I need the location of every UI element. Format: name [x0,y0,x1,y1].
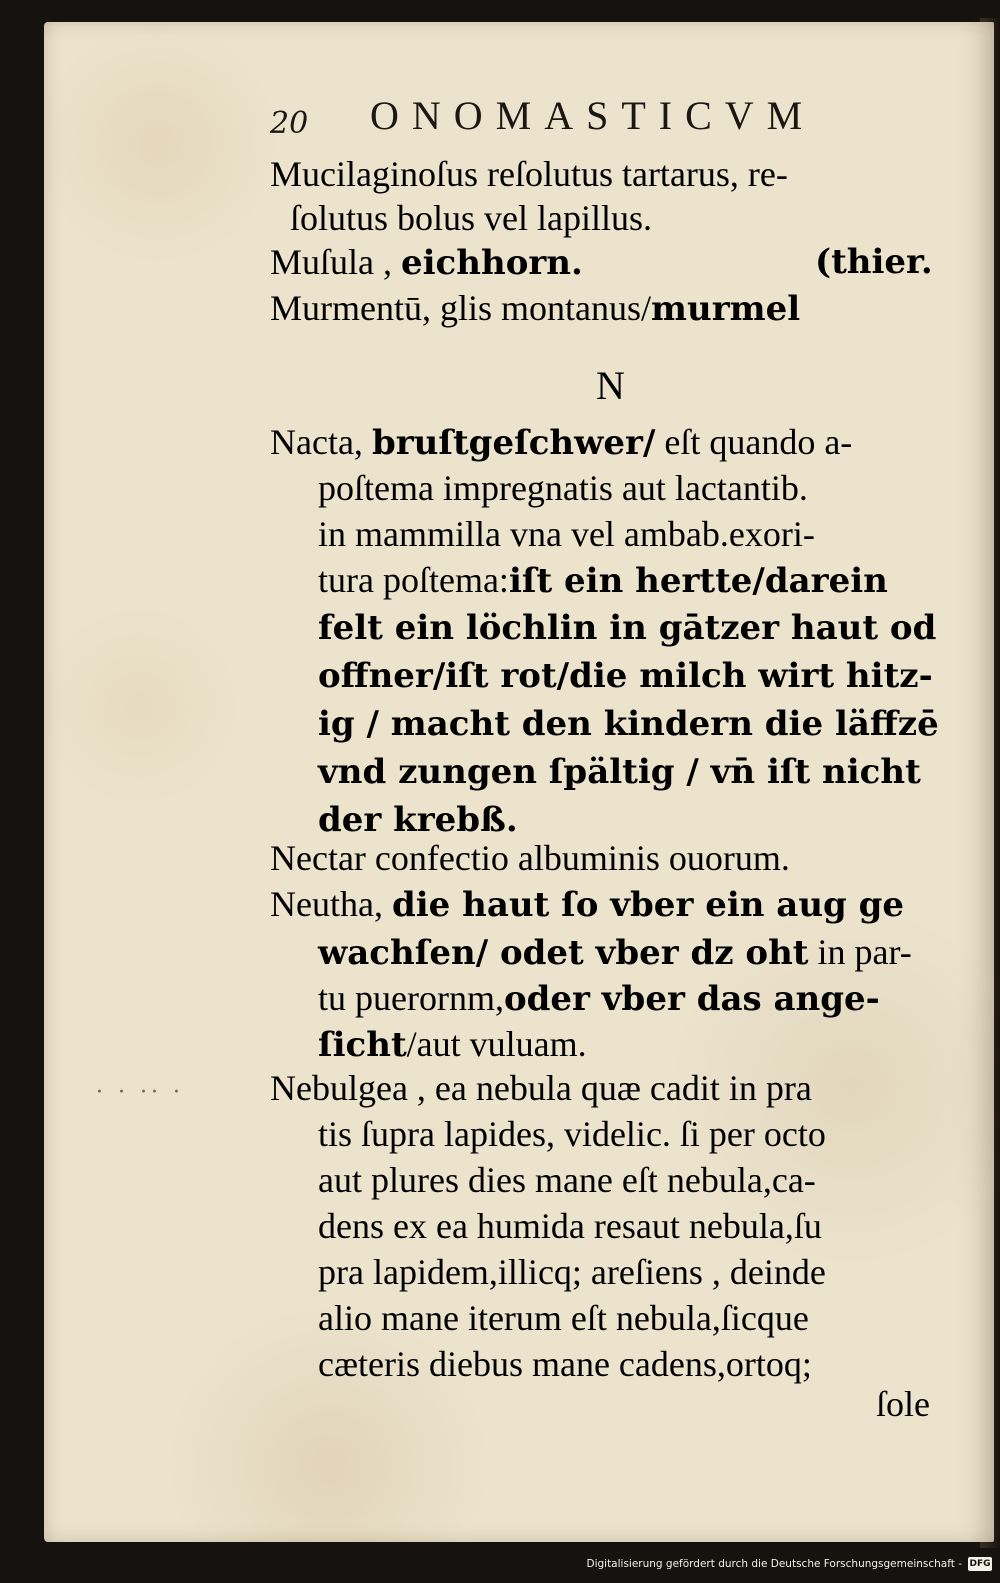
entry-nacta-line4-latin: tura poſtema: [318,560,509,600]
page-header [270,92,870,144]
entry-nacta-line4-german: iſt ein hertte/darein [508,561,888,601]
entry-neutha-german: die haut ſo vber ein aug ge [391,885,905,925]
entry-neutha-line3-german: oder vber das ange- [503,979,880,1019]
catchword: ſole [876,1384,930,1424]
entry-nebulgea-line7: cæteris diebus mane cadens,ortoq; [318,1344,812,1384]
footer-text: Digitalisierung gefördert durch die Deutsche Forschungsgemeinschaft - [586,1558,962,1570]
dfg-logo-icon: DFG [969,1559,991,1569]
entry-musula-overflow: (thier. [815,242,933,282]
entry-murmentu-latin: Murmentū, glis montanus/ [270,288,651,328]
entry-neutha-line4-german: ſicht [318,1025,407,1065]
entry-neutha-line2 [318,930,912,975]
entry-nacta-line1 [270,420,852,465]
entry-murmentu [270,286,800,331]
entry-nebulgea-line4: dens ex ea humida resaut nebula,ſu [318,1206,822,1246]
section-letter: N [596,363,625,408]
entry-nacta-line9: der krebß. [318,800,518,840]
entry-nacta-line7: ig / macht den kindern die läffzē [318,704,939,744]
entry-nacta-line6: offner/iſt rot/die milch wirt hitz- [318,656,933,696]
entry-neutha-line2-latin: in par- [808,932,912,972]
entry-musula [270,240,583,285]
page-number: 20 [270,106,309,141]
entry-nacta-line8: vnd zungen ſpältig / vn̄ iſt nicht [318,752,921,792]
entry-nebulgea-line2: tis ſupra lapides, videlic. ſi per octo [318,1114,826,1154]
entry-neutha-latin: Neutha, [270,884,392,924]
entry-nebulgea-line3: aut plures dies mane eſt nebula,ca- [318,1160,816,1200]
entry-neutha-line4 [318,1022,587,1067]
entry-mucilaginosus-line1: Mucilaginoſus reſolutus tartarus, re- [270,154,788,194]
margin-stain: · · ·· · [96,1080,184,1105]
entry-nebulgea-line5: pra lapidem,illicq; areſiens , deinde [318,1252,826,1292]
entry-neutha-line4-latin: /aut vuluam. [406,1024,587,1064]
entry-murmentu-german: murmel [651,289,801,329]
entry-nacta-latin: Nacta, [270,422,372,462]
running-head: ONOMASTICVM [370,93,816,138]
entry-nacta-line2: poſtema impregnatis aut lactantib. [318,468,808,508]
entry-neutha-line1 [270,882,904,927]
entry-nectar: Nectar confectio albuminis ouorum. [270,838,790,878]
entry-nacta-line3: in mammilla vna vel ambab.exori- [318,514,815,554]
entry-nacta-line4 [318,558,888,603]
entry-nebulgea-line6: alio mane iterum eſt nebula,ſicque [318,1298,809,1338]
entry-nacta-latin-b: eſt quando a- [655,422,853,462]
entry-nacta-german: bruſtgeſchwer/ [371,423,656,463]
entry-nebulgea-line1: Nebulgea , ea nebula quæ cadit in pra [270,1068,812,1108]
entry-musula-german: eichhorn. [401,243,583,283]
entry-nacta-line5: felt ein löchlin in gātzer haut od [318,608,937,648]
entry-neutha-line3 [318,976,880,1021]
entry-neutha-line3-latin: tu puerornm, [318,978,504,1018]
entry-mucilaginosus-line2: ſolutus bolus vel lapillus. [290,198,653,238]
entry-neutha-line2-german: wachſen/ odet vber dz oht [318,933,809,973]
entry-musula-latin: Muſula , [270,242,392,282]
digitization-footer [586,1547,992,1581]
